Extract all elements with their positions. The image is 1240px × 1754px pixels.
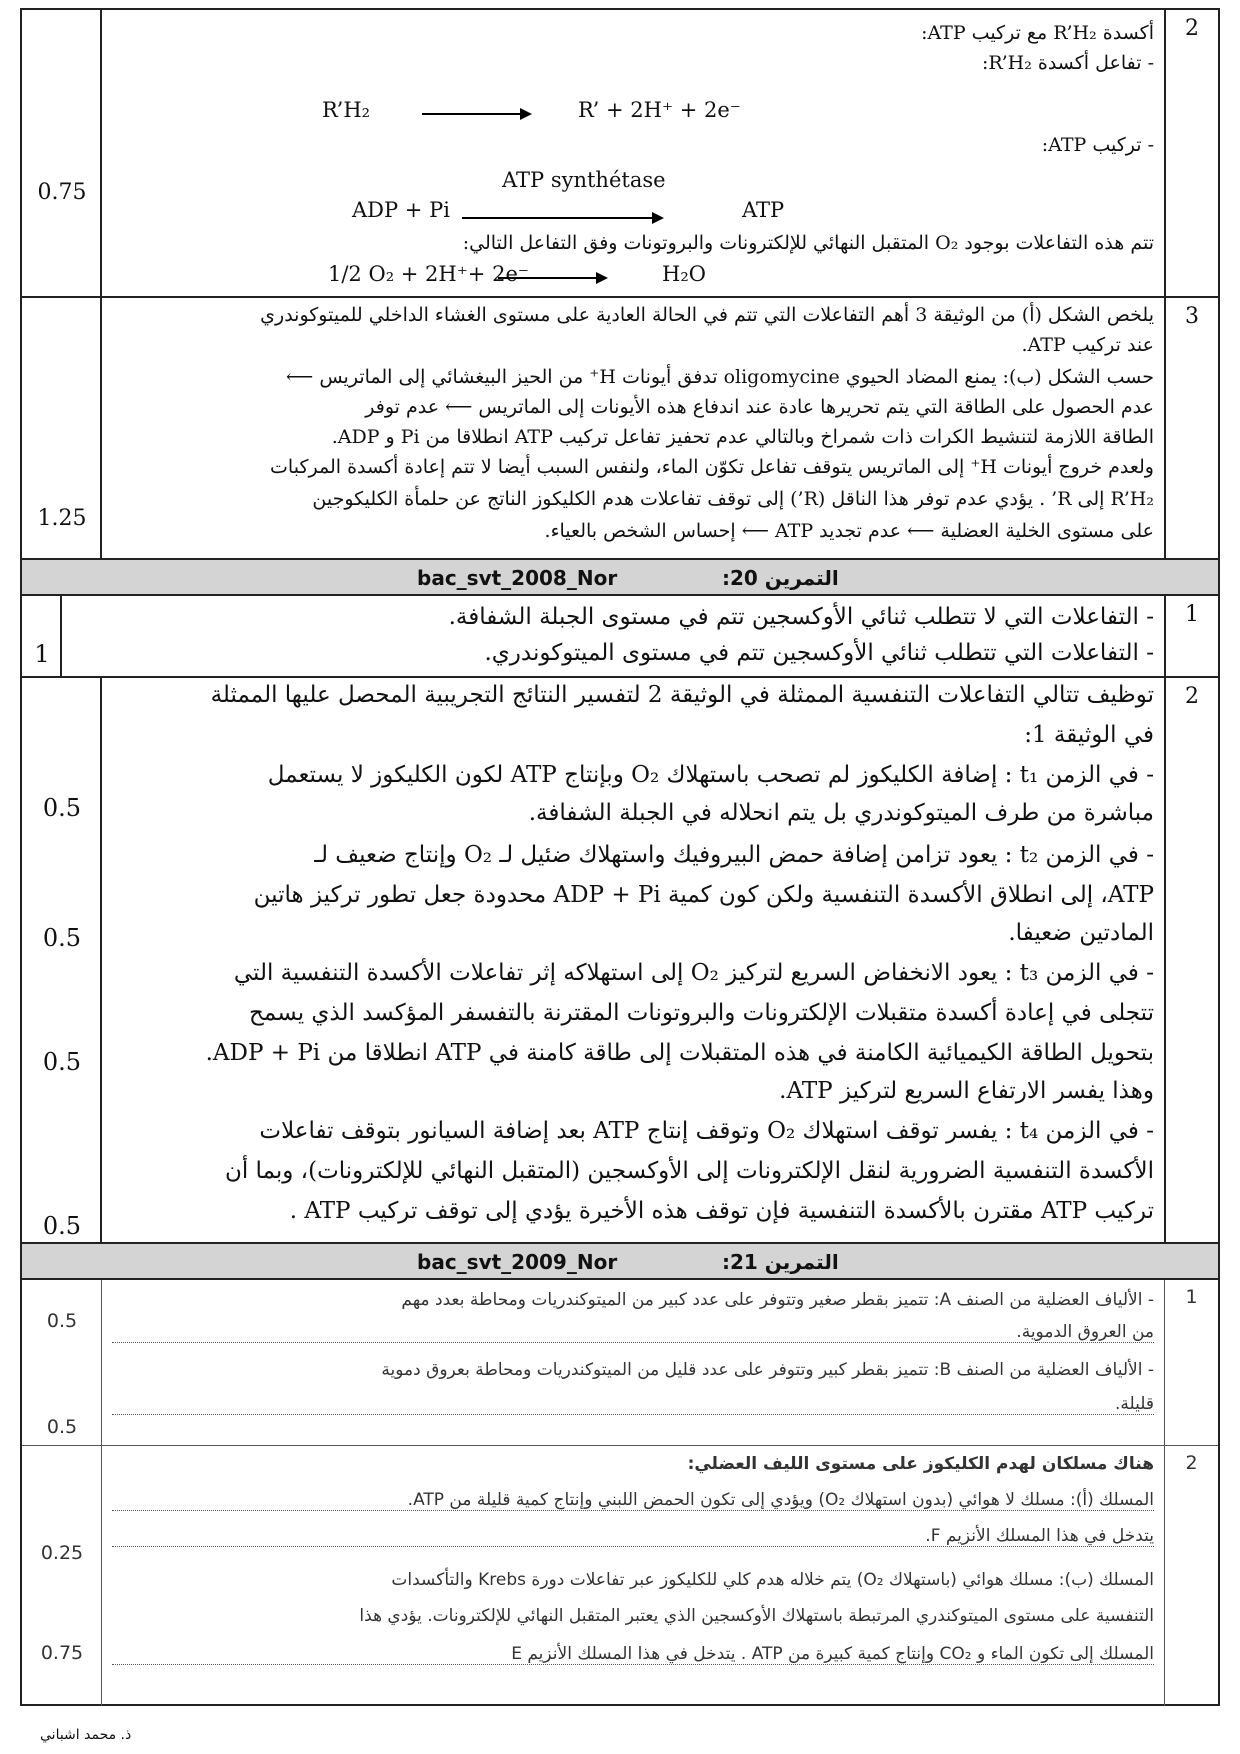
text-line: يتدخل في هذا المسلك الأنزيم F. xyxy=(112,1526,1154,1547)
score: 0.5 xyxy=(42,1048,82,1076)
question-number: 2 xyxy=(1164,678,1218,1244)
exercise-id: bac_svt_2009_Nor xyxy=(417,1250,618,1274)
text-line: - في الزمن t₁ : إضافة الكليكوز لم تصحب باستهلاك O₂ وبإنتاج ATP لكون الكليكوز لا يستعمل xyxy=(267,762,1154,788)
text-line: توظيف تتالي التفاعلات التنفسية الممثلة في الوثيقة 2 لتفسير النتائج التجريبية المحصل عليها الممثلة xyxy=(210,682,1154,708)
author-footer: ذ. محمد اشباني xyxy=(40,1727,132,1743)
exercise-header xyxy=(22,560,1218,596)
score: 0.5 xyxy=(42,924,82,952)
text-line: هناك مسلكان لهدم الكليكوز على مستوى الليف العضلي: xyxy=(687,1454,1154,1474)
text-line: قليلة. xyxy=(112,1394,1154,1415)
exercise-label: التمرين 21: xyxy=(722,1250,839,1274)
text-line: - الألياف العضلية من الصنف A: تتميز بقطر صغير وتتوفر على عدد كبير من الميتوكندريات ومحاطة بعدد مهم xyxy=(401,1290,1154,1310)
answer-text xyxy=(112,1280,1154,1445)
text-line: ATP، إلى انطلاق الأكسدة التنفسية ولكن كون كمية ADP + Pi محدودة جعل تطور تركيز هاتين xyxy=(253,882,1154,908)
score: 0.5 xyxy=(46,1310,78,1332)
ex19-q2-row xyxy=(22,10,1218,298)
text-line: حسب الشكل (ب): يمنع المضاد الحيوي oligomycine تدفق أيونات H⁺ من الحيز البيغشائي إلى الماتريس ⟵ xyxy=(286,366,1154,388)
exercise-21-table xyxy=(20,1242,1220,1706)
text-line: عدم الحصول على الطاقة التي يتم تحريرها عادة عند اندفاع هذه الأيونات إلى الماتريس ⟵ عدم توفر xyxy=(365,396,1154,418)
question-number: 3 xyxy=(1164,298,1218,562)
answer-text xyxy=(112,596,1154,676)
score: 0.5 xyxy=(42,794,82,822)
question-number: 2 xyxy=(1164,10,1218,296)
question-number: 1 xyxy=(1164,1280,1218,1445)
score-column xyxy=(22,298,102,562)
enzyme-label: ATP synthétase xyxy=(502,168,666,192)
text-line: المسلك (ب): مسلك هوائي (باستهلاك O₂) يتم خلاله هدم كلي للكليكوز عبر تفاعلات دورة Krebs والتأكسدات xyxy=(391,1570,1154,1590)
text-line: - التفاعلات التي لا تتطلب ثنائي الأوكسجين تتم في مستوى الجبلة الشفافة. xyxy=(448,604,1154,630)
text-line: تتجلى في إعادة أكسدة متقبلات الإلكترونات والبروتونات المقترنة بالتفسفر المؤكسد الذي يسمح xyxy=(249,1000,1154,1026)
score-column xyxy=(22,596,62,676)
answer-text xyxy=(106,678,1154,1244)
score: 0.5 xyxy=(42,1212,82,1240)
score: 0.5 xyxy=(46,1416,78,1438)
text-line: تركيب ATP مقترن بالأكسدة التنفسية فإن توقف هذه الأخيرة يؤدي إلى توقف تركيب ATP . xyxy=(289,1198,1154,1224)
exercise-id: bac_svt_2008_Nor xyxy=(417,566,618,590)
text-line: - الألياف العضلية من الصنف B: تتميز بقطر كبير وتتوفر على عدد قليل من الميتوكندريات ومحاطة بعروق دموية xyxy=(381,1360,1154,1380)
reaction-arrow xyxy=(462,217,662,219)
exercise-label: التمرين 20: xyxy=(722,566,839,590)
question-number: 1 xyxy=(1164,596,1218,676)
text-line: R’H₂ إلى R’ . يؤدي عدم توفر هذا الناقل (R’) إلى توقف تفاعلات هدم الكليكوز الناتج عن حلمأة الكليكوجين xyxy=(312,488,1154,510)
answer-text xyxy=(112,1446,1154,1706)
score-column xyxy=(22,678,102,1244)
equation-right: R’ + 2H⁺ + 2e⁻ xyxy=(578,98,741,122)
text-line: بتحويل الطاقة الكيميائية الكامنة في هذه المتقبلات إلى طاقة كامنة في ATP انطلاقا من ADP + Pi. xyxy=(205,1040,1154,1066)
equation-left: ADP + Pi xyxy=(352,198,450,222)
text-line: - التفاعلات التي تتطلب ثنائي الأوكسجين تتم في مستوى الميتوكوندري. xyxy=(484,640,1154,666)
answer-text xyxy=(112,298,1154,562)
text-line: التنفسية على مستوى الميتوكندري المرتبطة باستهلاك الأوكسجين الذي يعتبر المتقبل النهائي للإلكترونات. يؤدي هذا xyxy=(359,1606,1154,1626)
exercise-20-table xyxy=(20,558,1220,1244)
text-line: ولعدم خروج أيونات H⁺ إلى الماتريس يتوقف تفاعل تكوّن الماء، ولنفس السبب أيضا لا تتم إعادة أكسدة المركبات xyxy=(270,456,1154,478)
text-line: الطاقة اللازمة لتنشيط الكرات ذات شمراخ وبالتالي عدم تحفيز تفاعل تركيب ATP انطلاقا من Pi و ADP. xyxy=(331,426,1154,448)
score: 0.25 xyxy=(40,1542,84,1564)
note-line: تتم هذه التفاعلات بوجود O₂ المتقبل النهائي للإلكترونات والبروتونات وفق التفاعل التالي: xyxy=(462,232,1154,254)
score-column xyxy=(22,1280,102,1445)
text-line: عند تركيب ATP. xyxy=(1021,334,1154,356)
text-line: المسلك (أ): مسلك لا هوائي (بدون استهلاك O₂) ويؤدي إلى تكون الحمض اللبني وإنتاج كمية قليلة من ATP. xyxy=(112,1490,1154,1511)
score: 1 xyxy=(34,640,50,668)
score-column xyxy=(22,1446,102,1706)
score-column xyxy=(22,10,102,296)
reaction-arrow xyxy=(498,277,606,279)
text-line: المادتين ضعيفا. xyxy=(1008,920,1154,946)
sub-line: - تركيب ATP: xyxy=(1041,134,1154,156)
reaction-arrow xyxy=(422,113,530,115)
equation-left: 1/2 O₂ + 2H⁺+ 2e⁻ xyxy=(328,262,529,286)
text-line: مباشرة من طرف الميتوكوندري بل يتم انحلاله في الجبلة الشفافة. xyxy=(528,800,1154,826)
equation-left: R’H₂ xyxy=(322,98,371,122)
ex21-q2-row xyxy=(22,1446,1218,1706)
text-line: المسلك إلى تكون الماء و CO₂ وإنتاج كمية كبيرة من ATP . يتدخل في هذا المسلك الأنزيم E xyxy=(112,1644,1154,1665)
ex20-q2-row xyxy=(22,678,1218,1244)
text-line: - في الزمن t₃ : يعود الانخفاض السريع لتركيز O₂ إلى استهلاكه إثر تفاعلات الأكسدة التنفسية التي xyxy=(233,960,1154,986)
question-number: 2 xyxy=(1164,1446,1218,1706)
text-line: الأكسدة التنفسية الضرورية لنقل الإلكترونات إلى الأوكسجين (المتقبل النهائي للإلكترونات)، وبما أن xyxy=(224,1158,1154,1184)
text-line: - في الزمن t₂ : يعود تزامن إضافة حمض البيروفيك واستهلاك ضئيل لـ O₂ وإنتاج ضعيف لـ xyxy=(314,842,1154,868)
equation-right: H₂O xyxy=(662,262,706,286)
ex21-q1-row xyxy=(22,1280,1218,1446)
text-line: من العروق الدموية. xyxy=(112,1322,1154,1343)
text-line: يلخص الشكل (أ) من الوثيقة 3 أهم التفاعلات التي تتم في الحالة العادية على مستوى الغشاء الداخلي للميتوكوندري xyxy=(260,304,1154,326)
title-line: أكسدة R’H₂ مع تركيب ATP: xyxy=(921,22,1154,44)
text-line: على مستوى الخلية العضلية ⟵ عدم تجديد ATP ⟵ إحساس الشخص بالعياء. xyxy=(544,520,1154,542)
ex19-q3-row xyxy=(22,298,1218,562)
exercise-header xyxy=(22,1244,1218,1280)
answer-text xyxy=(112,10,1154,296)
text-line: وهذا يفسر الارتفاع السريع لتركيز ATP. xyxy=(779,1078,1154,1104)
ex20-q1-row xyxy=(22,596,1218,678)
score: 0.75 xyxy=(40,1642,84,1664)
score: 0.75 xyxy=(37,180,87,205)
exercise-19-table xyxy=(20,8,1220,560)
score: 1.25 xyxy=(37,506,87,531)
equation-right: ATP xyxy=(742,198,785,222)
text-line: - في الزمن t₄ : يفسر توقف استهلاك O₂ وتوقف إنتاج ATP بعد إضافة السيانور بتوقف تفاعلات xyxy=(259,1118,1154,1144)
sub-line: - تفاعل أكسدة R’H₂: xyxy=(981,52,1154,74)
text-line: في الوثيقة 1: xyxy=(1024,722,1154,748)
